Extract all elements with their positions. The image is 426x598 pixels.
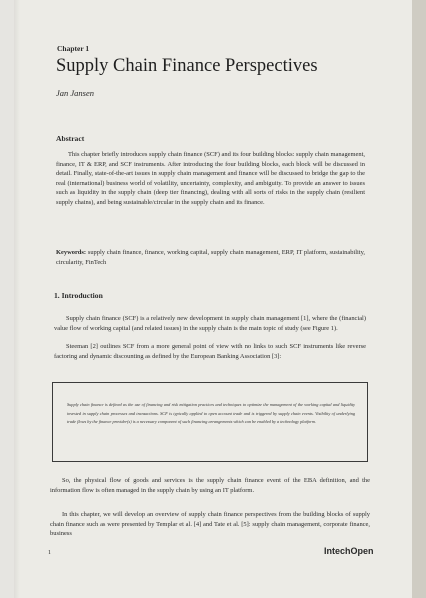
publisher-logo: IntechOpen: [324, 546, 374, 556]
book-page: [14, 0, 412, 598]
introduction-heading: 1. Introduction: [54, 291, 103, 300]
definition-quote-box: [52, 382, 368, 462]
introduction-paragraph-1: Supply chain finance (SCF) is a relatively new development in supply chain management [1], where the (financial) value flow of working capital (and related issues) in the supply chain is the main topic of study (see Figure 1).: [54, 315, 366, 332]
body-paragraph-1: So, the physical flow of goods and services is the supply chain finance event of the EBA definition, and the information flow is often managed in the supply chain by using an IT platform.: [50, 477, 370, 494]
page-number: 1: [48, 550, 51, 556]
body-paragraph-2: In this chapter, we will develop an overview of supply chain finance perspectives from the building blocks of supply chain finance such as were presented by Templar et al. [4] and Tate et al. [5]: supply chain management, corporate finance, business: [50, 511, 370, 538]
background-right: [412, 0, 426, 598]
introduction-paragraph-2: Steeman [2] outlines SCF from a more general point of view with no links to such SCF instruments like reverse factoring and dynamic discounting as defined by the European Banking Association [3]:: [54, 343, 366, 360]
keywords: [56, 248, 365, 267]
page-gutter-shadow: [14, 0, 20, 598]
definition-quote: Supply chain finance is defined as the use of financing and risk mitigation practices and techniques to optimize the management of the working capital and liquidity invested in supply chain processes and transactions. SCF is typically applied to open account trade and is triggered by supply chain events. Visibility of underlying trade flows by the finance provider(s) is a necessary component of such financing arrangements which can be enabled by a technology platform.: [67, 402, 355, 425]
background-left: [0, 0, 14, 598]
chapter-title: Supply Chain Finance Perspectives: [56, 56, 318, 76]
abstract-text: This chapter briefly introduces supply chain finance (SCF) and its four building blocks: supply chain management, finance, IT & ERP, and SCF instruments. After introducing the four building blocks, each block will be discussed in detail. Finally, state-of-the-art issues in supply chain management and finance will be discussed to bridge the gap to the real (international) business world of volatility, uncertainty, complexity, and ambiguity. To provide an answer to issues such as liquidity in the supply chain (deep tier financing), dealing with all sorts of risks in the supply chain (resilient supply chains), and being sustainable/circular in the supply chain and its finance.: [56, 151, 365, 206]
keywords-label: Keywords:: [56, 249, 87, 256]
author-name: Jan Jansen: [56, 88, 95, 98]
chapter-label: Chapter 1: [57, 44, 90, 53]
abstract-heading: Abstract: [56, 134, 85, 143]
keywords-text: supply chain finance, finance, working capital, supply chain management, ERP, IT platform, sustainability, circularity, FinTech: [56, 249, 365, 266]
